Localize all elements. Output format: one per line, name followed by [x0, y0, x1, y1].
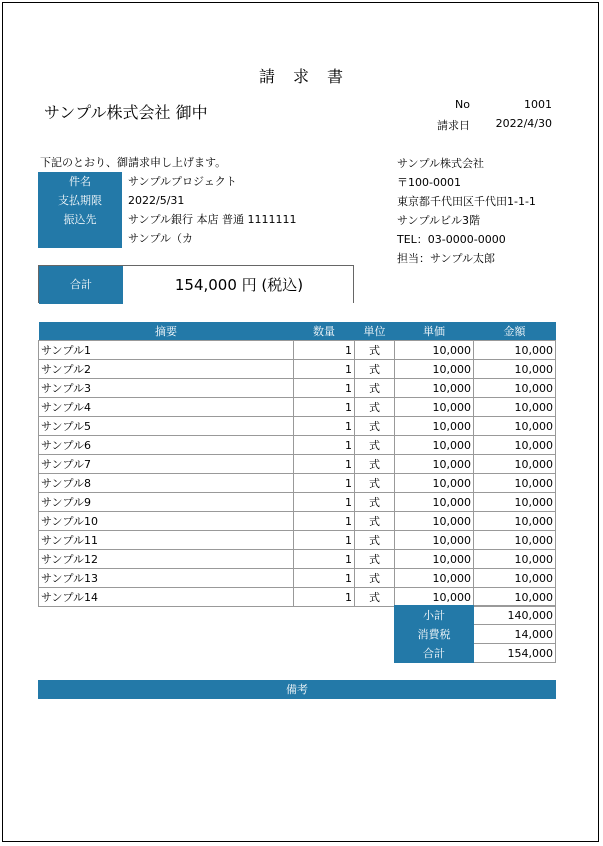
row-quantity: 1 [294, 379, 355, 398]
row-amount: 10,000 [474, 474, 556, 493]
row-quantity: 1 [294, 417, 355, 436]
invoice-no-label: No [455, 98, 470, 111]
row-description: サンプル1 [39, 341, 294, 360]
document-title: 請 求 書 [258, 67, 344, 86]
table-row [39, 341, 556, 360]
row-quantity: 1 [294, 474, 355, 493]
row-unit: 式 [355, 474, 395, 493]
grand-total-label: 合計 [395, 644, 474, 663]
sender-company: サンプル株式会社 [397, 157, 485, 170]
sender-building: サンプルビル3階 [397, 214, 481, 227]
invoice-date-value: 2022/4/30 [495, 117, 552, 130]
grand-total-value: 154,000 [474, 644, 556, 663]
row-amount: 10,000 [474, 455, 556, 474]
row-description: サンプル14 [39, 588, 294, 607]
row-description: サンプル12 [39, 550, 294, 569]
row-quantity: 1 [294, 341, 355, 360]
row-description: サンプル11 [39, 531, 294, 550]
table-row [39, 436, 556, 455]
row-unit-price: 10,000 [395, 493, 474, 512]
row-unit: 式 [355, 436, 395, 455]
subtotal-value: 140,000 [474, 606, 556, 625]
info-value-account: サンプル（カ [128, 232, 194, 245]
invoice-no-value: 1001 [524, 98, 552, 111]
row-quantity: 1 [294, 455, 355, 474]
row-quantity: 1 [294, 436, 355, 455]
header-quantity: 数量 [294, 322, 355, 341]
row-quantity: 1 [294, 360, 355, 379]
table-row [39, 474, 556, 493]
row-unit: 式 [355, 569, 395, 588]
row-amount: 10,000 [474, 550, 556, 569]
summary-table [394, 605, 556, 663]
summary-row [395, 606, 556, 625]
items-table [38, 322, 556, 607]
row-amount: 10,000 [474, 436, 556, 455]
sender-address: 東京都千代田区千代田1-1-1 [397, 195, 536, 208]
info-label-due: 支払期限 [38, 191, 122, 210]
row-unit-price: 10,000 [395, 455, 474, 474]
row-unit: 式 [355, 398, 395, 417]
table-row [39, 588, 556, 607]
row-description: サンプル13 [39, 569, 294, 588]
header-unit-price: 単価 [395, 322, 474, 341]
invoice-date-label: 請求日 [437, 119, 470, 132]
table-row [39, 455, 556, 474]
row-unit-price: 10,000 [395, 512, 474, 531]
row-description: サンプル2 [39, 360, 294, 379]
sender-tel: TEL：03-0000-0000 [397, 233, 506, 246]
row-description: サンプル5 [39, 417, 294, 436]
row-quantity: 1 [294, 588, 355, 607]
info-value-due: 2022/5/31 [128, 194, 185, 207]
table-row [39, 379, 556, 398]
summary-row [395, 644, 556, 663]
row-quantity: 1 [294, 493, 355, 512]
header-amount: 金額 [474, 322, 556, 341]
info-label-bank: 振込先 [38, 210, 122, 229]
table-row [39, 512, 556, 531]
total-box [38, 265, 354, 303]
table-row [39, 531, 556, 550]
row-quantity: 1 [294, 531, 355, 550]
row-unit-price: 10,000 [395, 398, 474, 417]
row-unit: 式 [355, 417, 395, 436]
table-row [39, 417, 556, 436]
info-label-subject: 件名 [38, 172, 122, 191]
row-unit-price: 10,000 [395, 379, 474, 398]
row-amount: 10,000 [474, 398, 556, 417]
row-unit-price: 10,000 [395, 588, 474, 607]
row-unit-price: 10,000 [395, 474, 474, 493]
row-unit: 式 [355, 512, 395, 531]
row-unit: 式 [355, 455, 395, 474]
row-description: サンプル7 [39, 455, 294, 474]
total-value: 154,000 円 (税込) [174, 276, 304, 294]
sender-postal: 〒100-0001 [397, 176, 461, 189]
notes-header: 備考 [38, 680, 556, 699]
sender-block [397, 154, 536, 268]
row-unit-price: 10,000 [395, 417, 474, 436]
row-amount: 10,000 [474, 531, 556, 550]
row-unit-price: 10,000 [395, 569, 474, 588]
items-header-row [39, 322, 556, 341]
row-unit: 式 [355, 379, 395, 398]
intro-text: 下記のとおり、御請求申し上げます。 [40, 156, 227, 169]
row-amount: 10,000 [474, 379, 556, 398]
table-row [39, 493, 556, 512]
table-row [39, 360, 556, 379]
info-value-bank: サンプル銀行 本店 普通 1111111 [128, 213, 297, 226]
row-description: サンプル10 [39, 512, 294, 531]
row-quantity: 1 [294, 398, 355, 417]
sender-contact: 担当：サンプル太郎 [397, 252, 496, 265]
client-name: サンプル株式会社 御中 [44, 103, 208, 122]
row-unit: 式 [355, 493, 395, 512]
row-unit: 式 [355, 550, 395, 569]
row-quantity: 1 [294, 569, 355, 588]
row-description: サンプル8 [39, 474, 294, 493]
row-amount: 10,000 [474, 588, 556, 607]
row-amount: 10,000 [474, 493, 556, 512]
row-amount: 10,000 [474, 569, 556, 588]
table-row [39, 569, 556, 588]
tax-label: 消費税 [395, 625, 474, 644]
row-unit: 式 [355, 360, 395, 379]
row-unit-price: 10,000 [395, 436, 474, 455]
row-description: サンプル3 [39, 379, 294, 398]
row-unit: 式 [355, 341, 395, 360]
total-label: 合計 [39, 266, 123, 304]
row-unit: 式 [355, 588, 395, 607]
row-description: サンプル4 [39, 398, 294, 417]
summary-row [395, 625, 556, 644]
table-row [39, 550, 556, 569]
row-amount: 10,000 [474, 360, 556, 379]
row-amount: 10,000 [474, 512, 556, 531]
row-amount: 10,000 [474, 341, 556, 360]
row-amount: 10,000 [474, 417, 556, 436]
table-row [39, 398, 556, 417]
row-quantity: 1 [294, 512, 355, 531]
row-unit-price: 10,000 [395, 341, 474, 360]
row-quantity: 1 [294, 550, 355, 569]
header-description: 摘要 [39, 322, 294, 341]
row-unit-price: 10,000 [395, 531, 474, 550]
row-unit-price: 10,000 [395, 550, 474, 569]
info-label-account [38, 229, 122, 248]
tax-value: 14,000 [474, 625, 556, 644]
row-unit: 式 [355, 531, 395, 550]
info-value-subject: サンプルプロジェクト [128, 175, 237, 188]
row-unit-price: 10,000 [395, 360, 474, 379]
row-description: サンプル9 [39, 493, 294, 512]
row-description: サンプル6 [39, 436, 294, 455]
subtotal-label: 小計 [395, 606, 474, 625]
header-unit: 単位 [355, 322, 395, 341]
